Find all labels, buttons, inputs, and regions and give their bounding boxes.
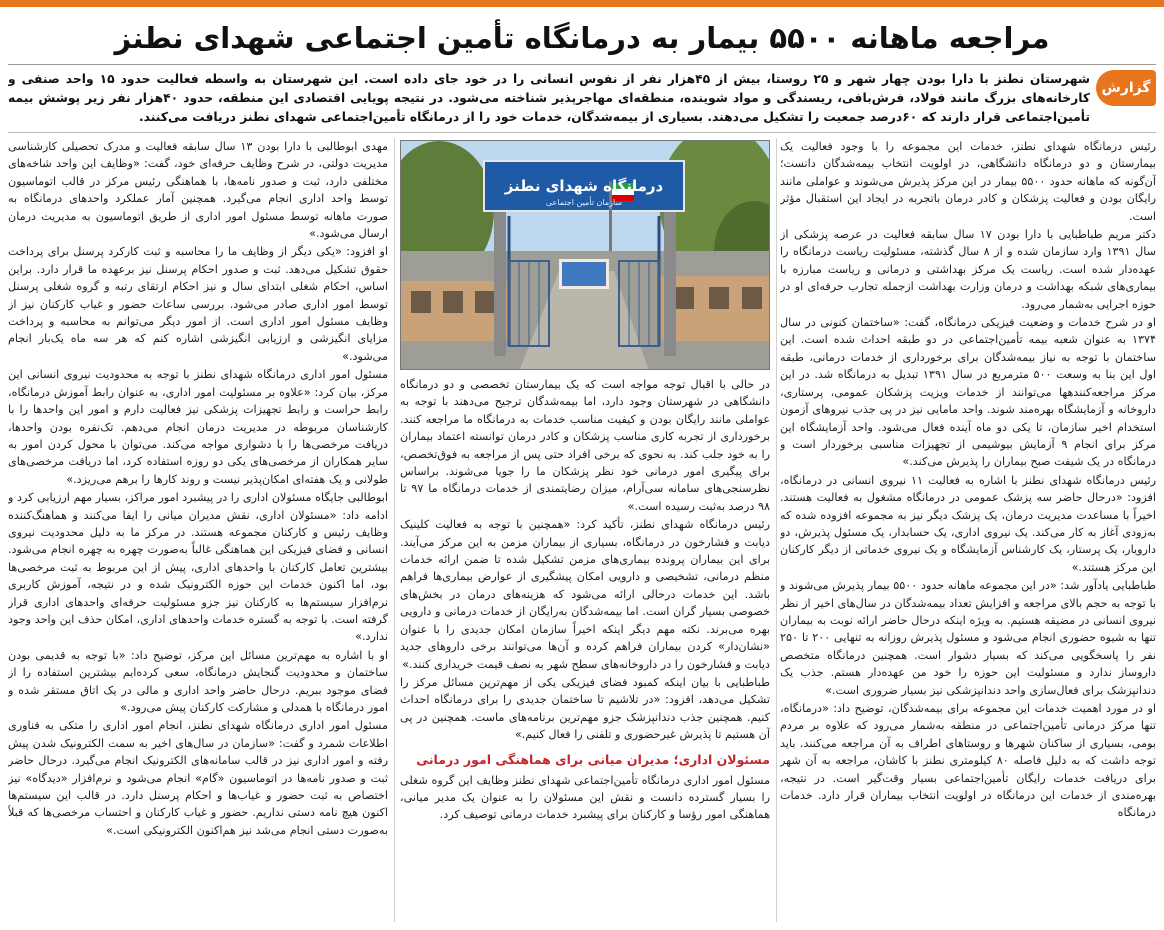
paragraph: او در مورد اهمیت خدمات این مجموعه برای بیمه‌شدگان، توضیح داد: «درمانگاه، تنها مرکز درمانی تأمین‌اجتماعی در منطقه به‌شمار می‌رود که علاوه بر مردم بومی، بسیاری از ساکنان شهرها و روستاهای اطراف به آن مراجعه می‌کنند. باید توجه داشت که به دلیل فاصله ۸۰ کیلومتری نطنز با کاشان، مراجعه به آن شهر برای دریافت خدمات رایگان تأمین‌اجتماعی بسیار وقت‌گیر است. در نتیجه، بهره‌مندی از خدمات این درمانگاه در اولویت انتخاب بیماران قرار دارد. خدمات درمانگاه xyxy=(780,702,1156,820)
paragraph: مسئول امور اداری درمانگاه تأمین‌اجتماعی شهدای نطنز وظایف این گروه شغلی را بسیار گسترده دانست و نقش این مسئولان را به عنوان یک مدیر میانی، هماهنگی امور رؤسا و کارکنان برای پیشبرد خدمات درمانی توصیف کرد. xyxy=(400,773,770,822)
paragraph: مهدی ابوطالبی با دارا بودن ۱۳ سال سابقه فعالیت و مدرک تحصیلی کارشناسی مدیریت دولتی، در شرح وظایف حرفه‌ای خود، گفت: «وظایف این واحد شاخه‌های مختلفی دارد، ثبت و صدور نامه‌ها، با هماهنگی رئیس مرکز در قالب اتوماسیون توسط واحد اداری انجام می‌گیرد. همچنین آمار عملکرد واحدهای درمانگاه به صورت ماهانه توسط مسئول امور اداری از طریق اتوماسیون به مدیریت درمان ارسال می‌شود.» xyxy=(8,140,388,241)
lead-part-2: نتیجه پویایی اقتصادی این منطقه، حدود ۴۰هزار نفر زیر پوشش بیمه تأمین‌اجتماعی قرار دارند که ۶۰درصد جمعیت را تشکیل می‌دهند. بسیاری از بیمه‌شدگان، خدمات خود را از درمانگاه تأمین‌اجتماعی شهدای نطنز دریافت می‌کنند. xyxy=(8,91,1090,124)
column-divider xyxy=(776,138,777,922)
lead-divider xyxy=(8,132,1156,133)
top-accent-bar xyxy=(0,0,1164,7)
paragraph: طباطبایی یادآور شد: «در این مجموعه ماهانه حدود ۵۵۰۰ بیمار پذیرش می‌شوند و با توجه به حجم بالای مراجعه و افزایش تعداد بیمه‌شدگان در سال‌های اخیر از نظر نیروی انسانی در مضیقه هستیم. به ویژه اینکه درحال حاضر ارائه نوبت به بیماران تنها به شیوه حضوری انجام می‌شود و مسئول پذیرش روزانه به تنهایی ۲۰۰ تا ۲۵۰ نفر را پاسخگویی می‌کند که بسیار دشوار است. همچنین درمانگاه متخصص داروساز ندارد و مسئولیت این حوزه را خود من عهده‌دار هستم. جذب یک دندانپزشک برای فعال‌سازی واحد دندانپزشکی نیز بسیار ضروری است.» xyxy=(780,579,1156,697)
lead-part-1: شهرستان نطنز با دارا بودن چهار شهر و ۲۵ روستا، بیش از ۴۵هزار نفر از نفوس انسانی را در خود جای داده است. این شهرستان به واسطه فعالیت حدود ۱۵ واحد صنفی و کارخانه‌های بزرگ مانند فولاد، فرش‌بافی، ریسندگی و مواد شوینده، منطقه‌ای مهاجرپذیر شناخته می‌شود. در xyxy=(8,72,1090,105)
paragraph: در حالی با اقبال توجه مواجه است که یک بیمارستان تخصصی و دو درمانگاه دانشگاهی در شهرستان وجود دارد، اما بیمه‌شدگان ترجیح می‌دهند با توجه به عواملی مانند رایگان بودن و کیفیت مناسب خدمات به درمانگاه ما مراجعه کنند. برخورداری از تجربه کاری مناسب پزشکان و کادر درمان توانسته اعتماد بیماران را به خود جلب کند. به نحوی که برخی افراد حتی پس از مراجعه به فوق‌تخصص، برای پیگیری امور درمانی خود نظر پزشکان ما را جویا می‌شوند. براساس نظرسنجی‌های سامانه سی‌آر‌ام، میزان رضایتمندی از خدمات درمانگاه ما ۹۷ تا ۹۸ درصد به‌ثبت رسیده است.» xyxy=(400,378,770,513)
paragraph: او افزود: «یکی دیگر از وظایف ما را محاسبه و ثبت کارکرد پرسنل برای پرداخت حقوق تشکیل می‌دهد. ثبت و صدور احکام پرسنل نیز برعهده ما قرار دارد. براین اساس، احکام شغلی ابتدای سال و نیز احکام ارتقای رتبه و گروه شغلی پرسنل توسط امور اداری صادر می‌شود. بررسی ساعات حضور و غیاب کارکنان نیز از وظایف مسئول امور اداری است. از امور دیگر می‌توانم به محاسبه و پرداخت مزایای انگیزشی و ارزیابی انگیزشی اشاره کنم که هر سه ماه یک‌بار انجام می‌شود.» xyxy=(8,245,388,363)
paragraph: او در شرح خدمات و وضعیت فیزیکی درمانگاه، گفت: «ساختمان کنونی در سال ۱۳۷۴ به عنوان شعبه بیمه تأمین‌اجتماعی در دو طبقه احداث شده است. این ساختمان با توجه به نیاز بیمه‌شدگان برای برخورداری از خدمات درمانی، طبقه اول این بنا به وسعت ۵۰۰ مترمربع در سال ۱۳۹۱ تبدیل به درمانگاه شد. در این مرکز مراجعه‌کنندهها می‌توانند از خدمات ویزیت پزشکان عمومی، پرستاری، داروخانه و آزمایشگاه بهره‌مند شوند. واحد مامایی نیز در پی جذب نیروهای آزمون استخدام اخیر سازمان، تا یکی دو ماه آینده فعال می‌شود. واحد آزمایشگاه این مرکز برای انجام ۹ آزمایش بیوشیمی از تجهیزات مناسبی برخوردار است و درمانگاه در یک شیفت صبح بیماران را پذیرش می‌کند.» xyxy=(780,316,1156,469)
lead-paragraph xyxy=(8,70,1090,126)
paragraph: طباطبایی با بیان اینکه کمبود فضای فیزیکی یکی از مهم‌ترین مسائل مرکز را تشکیل می‌دهد، افزود: «در تلاشیم تا ساختمان جدیدی را برای درمانگاه احداث کنیم. همچنین جذب دندانپزشک جزو مهم‌ترین برنامه‌های ماست. همچنین در پی آن هستیم تا پذیرش غیرحضوری و تلفنی را فعال کنیم.» xyxy=(400,675,770,742)
section-subheading: مسئولان اداری؛ مدیران میانی برای هماهنگی امور درمانی xyxy=(416,751,770,767)
clinic-sign-text: درمانگاه شهدای نطنز xyxy=(504,177,664,195)
headline: مراجعه ماهانه ۵۵۰۰ بیمار به درمانگاه تأمین اجتماعی شهدای نطنز xyxy=(114,21,1050,55)
paragraph: رئیس درمانگاه شهدای نطنز با اشاره به فعالیت ۱۱ نیروی انسانی در درمانگاه، افزود: «درحال حاضر سه پزشک عمومی در درمانگاه مشغول به فعالیت هستند. اخیراً با مساعدت مدیریت درمان، یک پزشک دیگر نیز به مجموعه افزوده شده که به‌زودی آغاز به کار می‌کند. یک نیروی اداری، یک حسابدار، یک مسئول پذیرش، دو دارویار، یک پرستار، یک کارشناس آزمایشگاه و یک نیروی خدماتی از دیگر کارکنان این مرکز هستند.» xyxy=(780,473,1156,574)
clinic-entrance-illustration xyxy=(400,141,769,370)
paragraph: مسئول امور اداری درمانگاه شهدای نطنز، انجام امور اداری را متکی به فناوری اطلاعات شمرد و گفت: «سازمان در سال‌های اخیر به سمت الکترونیک شدن پیش رفته و امور اداری نیز در قالب سامانه‌های الکترونیک انجام می‌گیرد. درحال حاضر ثبت و صدور نامه‌ها در اتوماسیون «گام» انجام می‌شود و نرم‌افزار «دیدگاه» نیز اختصاص به ثبت حضور و غیاب‌ها و احکام پرسنل دارد. در قالب این سیستم‌ها اکنون هیچ نامه دستی نداریم. حضور و غیاب کارکنان و احتساب مرخصی‌ها که قبلاً به‌صورت دستی انجام می‌شد نیز هم‌اکنون الکترونیکی است.» xyxy=(8,719,388,837)
clinic-photo xyxy=(400,140,770,370)
paragraph: رئیس درمانگاه شهدای نطنز، خدمات این مجموعه را با وجود فعالیت یک بیمارستان و دو درمانگاه دانشگاهی، در اولویت انتخاب بیمه‌شدگان دانست؛ آن‌گونه که ماهانه حدود ۵۵۰۰ بیمار در این مرکز پذیرش می‌شوند و عواملی مانند رایگان بودن و فعالیت پزشکان و کادر درمان باتجربه در ایجاد این استقبال مؤثر است. xyxy=(780,140,1156,223)
paragraph: رئیس درمانگاه شهدای نطنز، تأکید کرد: «همچنین با توجه به فعالیت کلینیک دیابت و فشارخون در درمانگاه، بسیاری از بیماران مزمن به این مرکز می‌آیند. برای این بیماران پرونده بیماری‌های مزمن تشکیل شده تا ضمن ارائه خدمات منظم درمانی، تشخیصی و دارویی امکان پیشگیری از عوارض بیماری‌ها فراهم باشد. این خدمات درحالی ارائه می‌شود که هزینه‌های درمان در بخش‌های خصوصی بسیار گران است. اما بیمه‌شدگان به‌رایگان از خدمات درمانی و دارویی بهره می‌برند. نکته مهم دیگر اینکه اخیراً سازمان امکان جدیدی را با عنوان «نشان‌دار» کردن بیماران فراهم کرده و آن‌ها می‌توانند برخی داروهای جدید دیابت و فشارخون را در داروخانه‌های سطح شهر به نصف قیمت خریداری کنند.» xyxy=(400,518,770,671)
report-badge: گزارش xyxy=(1096,70,1156,106)
paragraph: دکتر مریم طباطبایی با دارا بودن ۱۷ سال سابقه فعالیت در عرصه پزشکی از سال ۱۳۹۱ وارد سازمان شده و از ۸ سال گذشته، مسئولیت ریاست درمانگاه را عهده‌دار شده است. ریاست یک مرکز بهداشتی و درمانی و ریاست مبارزه با بیماری‌های شبکه بهداشت و درمان وزارت بهداشت ازجمله تجارب حرفه‌ای او در حوزه اجرایی به‌شمار می‌رود. xyxy=(780,228,1156,311)
column-middle xyxy=(400,376,770,922)
paragraph: او با اشاره به مهم‌ترین مسائل این مرکز، توضیح داد: «با توجه به قدیمی بودن ساختمان و محدودیت گنجایش درمانگاه، سعی کرده‌ایم بیشترین استفاده را از فضای موجود ببریم. درحال حاضر واحد اداری و مالی در یک اتاق مستقر شده و امور درمانگاه با همدلی و مشارکت کارکنان پیش می‌رود.» xyxy=(8,648,388,714)
paragraph: مسئول امور اداری درمانگاه شهدای نطنز با توجه به محدودیت نیروی انسانی این مرکز، بیان کرد: «علاوه بر مسئولیت امور اداری، به عنوان رابط آموزش درمانگاه، رابط حراست و رابط تجهیزات پزشکی نیز فعالیت دارم و امور این واحدها را با کارشناسان مربوطه در مدیریت درمان انجام می‌دهم. تک‌نفره بودن واحدها، دریافت مرخصی‌ها را با دشواری مواجه می‌کند. می‌توان با محول کردن امور به سایر همکاران از مرخصی‌های یکی دو روزه استفاده کرد، اما دریافت مرخصی‌های طولانی و یک هفته‌ای امکان‌پذیر نیست و روند کارها را برهم می‌ریزد.» xyxy=(8,368,388,486)
column-right xyxy=(780,138,1156,922)
column-divider xyxy=(394,138,395,922)
clinic-sign-subtext: سازمان تأمین اجتماعی xyxy=(545,198,623,207)
column-left xyxy=(8,138,388,922)
headline-divider xyxy=(8,64,1156,65)
paragraph: ابوطالبی جایگاه مسئولان اداری را در پیشبرد امور مراکز، بسیار مهم ارزیابی کرد و ادامه داد: «مسئولان اداری، نقش مدیران میانی را ایفا می‌کنند و هماهنگ‌کننده وظایف رئیس و کارکنان مجموعه هستند. در مرکز ما به دلیل محدودیت نیروی انسانی و فضای فیزیکی این هماهنگی غالباً به‌صورت چهره به چهره انجام می‌شود. بیشترین تعامل کارکنان با واحدهای اداری، پیش از این مربوط به ثبت مرخصی‌ها بود، اما اکنون خدمات این حوزه الکترونیک شده و در نتیجه، آموزش کاربری نرم‌افزار سیستم‌ها به کارکنان نیز جزو مسئولیت حرفه‌ای واحدهای اداری قرار گرفته است. با توجه به گستره خدمات واحدهای اداری، امکان حذف این واحد وجود ندارد.» xyxy=(8,491,388,644)
